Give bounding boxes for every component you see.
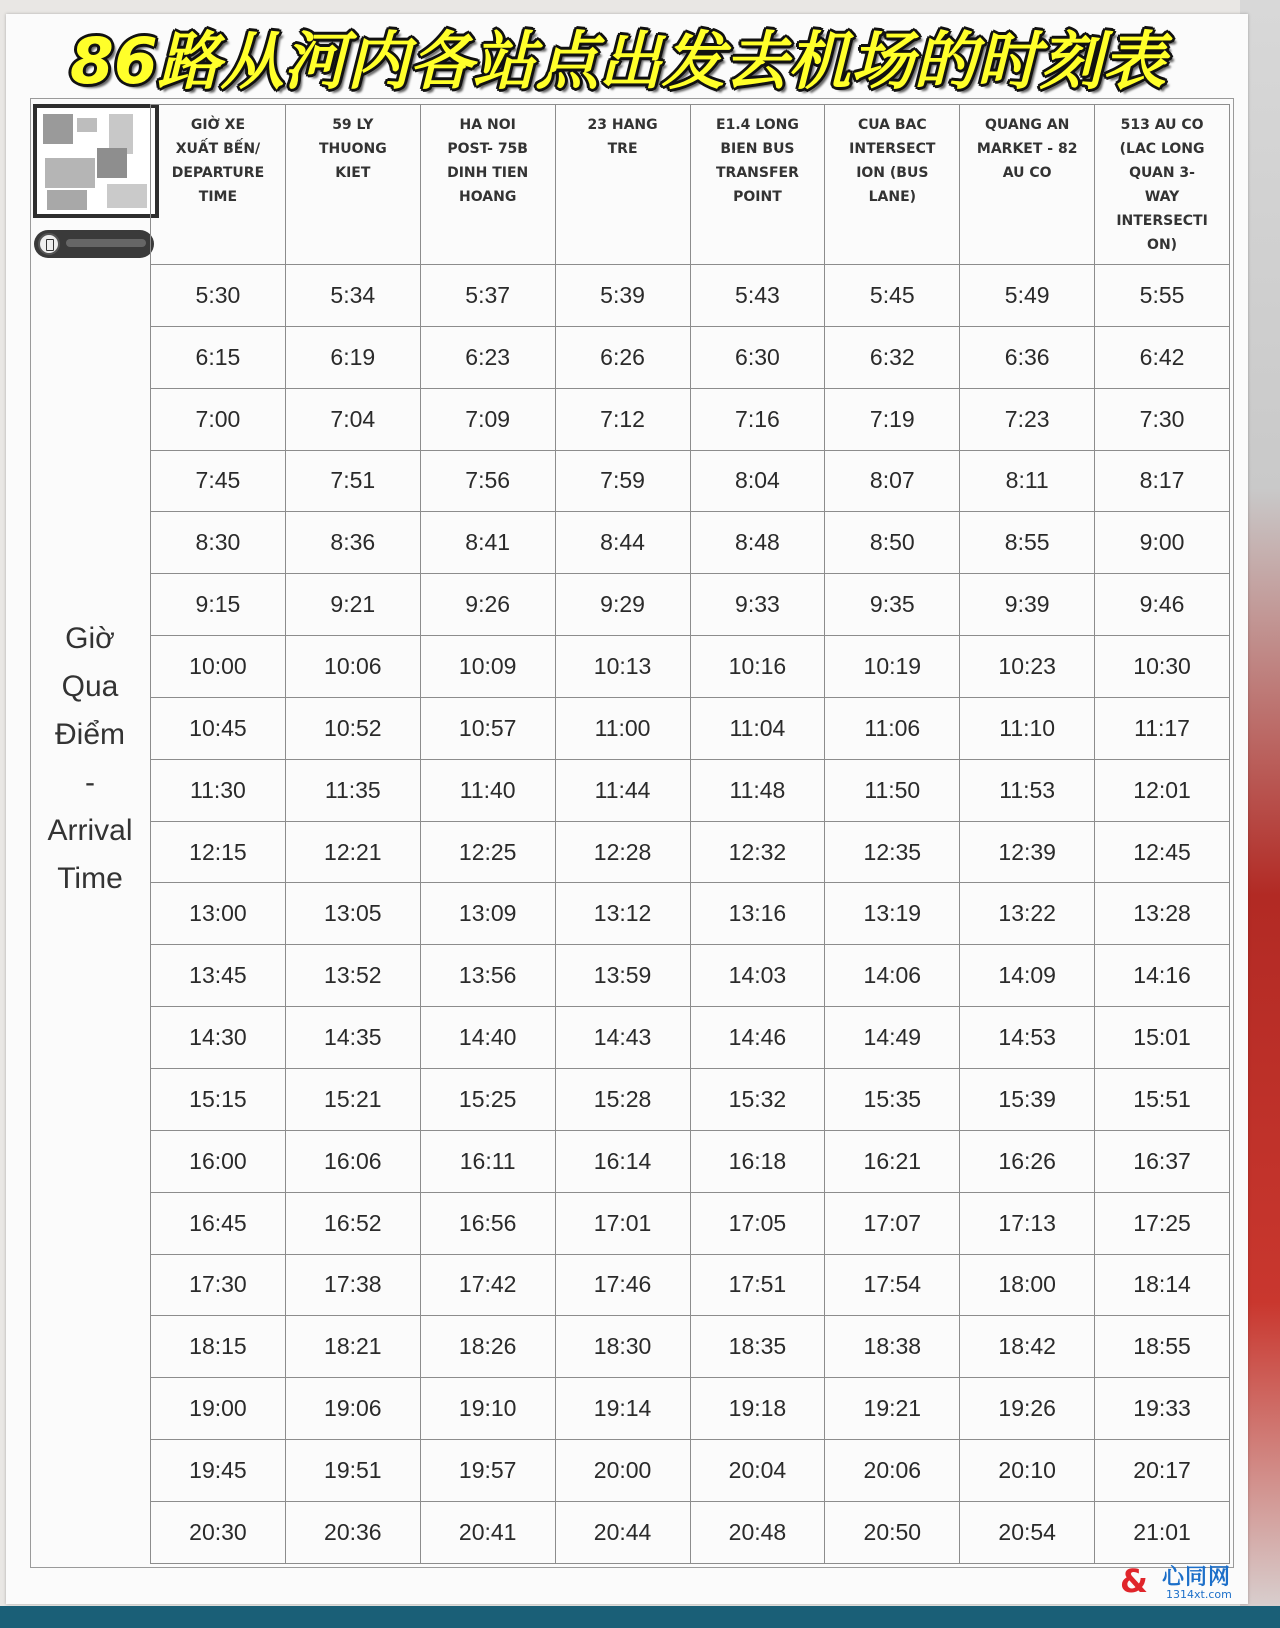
arrival-time-cell: 19:14 (555, 1378, 690, 1440)
timetable (150, 104, 1230, 1564)
arrival-time-cell: 19:21 (825, 1378, 960, 1440)
departure-time-cell: 10:00 (151, 636, 286, 698)
arrival-time-cell: 8:44 (555, 512, 690, 574)
arrival-time-cell: 18:42 (960, 1316, 1095, 1378)
column-header-6 (960, 105, 1095, 265)
arrival-time-cell: 16:06 (285, 1130, 420, 1192)
arrival-time-cell: 8:55 (960, 512, 1095, 574)
column-header-line: LANE) (868, 189, 917, 205)
arrival-time-cell: 18:35 (690, 1316, 825, 1378)
arrival-time-cell: 18:21 (285, 1316, 420, 1378)
header-row (151, 105, 1230, 265)
arrival-time-cell: 16:11 (420, 1130, 555, 1192)
arrival-time-cell: 18:55 (1095, 1316, 1230, 1378)
arrival-time-cell: 7:56 (420, 450, 555, 512)
table-row (151, 388, 1230, 450)
arrival-time-cell: 11:44 (555, 759, 690, 821)
arrival-time-cell: 15:21 (285, 1068, 420, 1130)
arrival-time-cell: 12:01 (1095, 759, 1230, 821)
arrival-time-cell: 7:16 (690, 388, 825, 450)
arrival-time-cell: 7:30 (1095, 388, 1230, 450)
arrival-time-cell: 7:04 (285, 388, 420, 450)
column-header-line: DEPARTURE (171, 165, 265, 181)
arrival-time-cell: 20:10 (960, 1440, 1095, 1502)
column-header-line: CUA BAC (857, 117, 927, 133)
column-header-line: KIET (335, 165, 371, 181)
column-header-line: 513 AU CO (1120, 117, 1204, 133)
arrival-time-cell: 19:10 (420, 1378, 555, 1440)
watermark-symbol: & (1120, 1562, 1148, 1600)
column-header-line: INTERSECT (849, 141, 936, 157)
column-header-4 (690, 105, 825, 265)
arrival-time-cell: 17:46 (555, 1254, 690, 1316)
departure-time-cell: 13:00 (151, 883, 286, 945)
arrival-time-cell: 18:30 (555, 1316, 690, 1378)
departure-time-cell: 16:00 (151, 1130, 286, 1192)
arrival-time-cell: 19:33 (1095, 1378, 1230, 1440)
table-row (151, 759, 1230, 821)
column-header-line: DINH TIEN (447, 165, 529, 181)
arrival-time-cell: 13:59 (555, 945, 690, 1007)
arrival-time-cell: 10:57 (420, 697, 555, 759)
arrival-time-cell: 6:42 (1095, 326, 1230, 388)
arrival-time-cell: 11:40 (420, 759, 555, 821)
arrival-time-cell: 19:57 (420, 1440, 555, 1502)
column-header-line: QUANG AN (985, 117, 1070, 133)
table-row (151, 1501, 1230, 1563)
watermark-url: 1314xt.com (1166, 1588, 1232, 1601)
table-row (151, 1316, 1230, 1378)
background-bottom-strip (0, 1606, 1280, 1628)
timetable-body (151, 265, 1230, 1564)
departure-time-cell: 7:00 (151, 388, 286, 450)
arrival-time-cell: 15:39 (960, 1068, 1095, 1130)
arrival-time-cell: 5:34 (285, 265, 420, 327)
arrival-time-cell: 16:26 (960, 1130, 1095, 1192)
arrival-time-cell: 13:05 (285, 883, 420, 945)
arrival-time-cell: 14:09 (960, 945, 1095, 1007)
arrival-time-cell: 7:12 (555, 388, 690, 450)
arrival-time-cell: 13:16 (690, 883, 825, 945)
arrival-time-cell: 18:14 (1095, 1254, 1230, 1316)
arrival-time-cell: 16:56 (420, 1192, 555, 1254)
arrival-time-cell: 6:32 (825, 326, 960, 388)
arrival-time-cell: 20:00 (555, 1440, 690, 1502)
column-header-line: E1.4 LONG (716, 117, 799, 133)
arrival-time-cell: 17:38 (285, 1254, 420, 1316)
arrival-time-cell: 11:06 (825, 697, 960, 759)
column-header-line: HOANG (459, 189, 517, 205)
arrival-time-cell: 13:22 (960, 883, 1095, 945)
arrival-time-cell: 17:42 (420, 1254, 555, 1316)
column-header-line: TRANSFER (716, 165, 799, 181)
arrival-time-cell: 11:48 (690, 759, 825, 821)
table-row (151, 1378, 1230, 1440)
blurred-badge-text (66, 239, 146, 247)
page-title: 86路从河内各站点出发去机场的时刻表 (70, 25, 1166, 98)
arrival-time-cell: 16:52 (285, 1192, 420, 1254)
arrival-time-cell: 14:53 (960, 1007, 1095, 1069)
arrival-time-cell: 7:19 (825, 388, 960, 450)
departure-time-cell: 11:30 (151, 759, 286, 821)
table-row (151, 1007, 1230, 1069)
arrival-time-cell: 8:36 (285, 512, 420, 574)
arrival-time-cell: 6:36 (960, 326, 1095, 388)
arrival-time-cell: 6:26 (555, 326, 690, 388)
arrival-time-cell: 5:45 (825, 265, 960, 327)
arrival-time-cell: 14:35 (285, 1007, 420, 1069)
arrival-time-cell: 10:23 (960, 636, 1095, 698)
arrival-time-cell: 11:17 (1095, 697, 1230, 759)
arrival-time-cell: 18:26 (420, 1316, 555, 1378)
column-header-5 (825, 105, 960, 265)
departure-time-cell: 19:45 (151, 1440, 286, 1502)
departure-time-cell: 6:15 (151, 326, 286, 388)
arrival-time-cell: 13:56 (420, 945, 555, 1007)
arrival-time-cell: 10:06 (285, 636, 420, 698)
departure-time-cell: 15:15 (151, 1068, 286, 1130)
departure-time-cell: 10:45 (151, 697, 286, 759)
table-row (151, 1192, 1230, 1254)
arrival-time-cell: 8:11 (960, 450, 1095, 512)
side-label-line: Điểm (54, 718, 125, 751)
table-row (151, 697, 1230, 759)
arrival-time-cell: 15:51 (1095, 1068, 1230, 1130)
column-header-line: WAY (1144, 189, 1180, 205)
departure-time-cell: 17:30 (151, 1254, 286, 1316)
arrival-time-cell: 9:29 (555, 574, 690, 636)
arrival-time-cell: 6:19 (285, 326, 420, 388)
side-label-line: Qua (61, 670, 119, 703)
arrival-time-cell: 17:54 (825, 1254, 960, 1316)
arrival-time-cell: 6:23 (420, 326, 555, 388)
arrival-time-cell: 14:43 (555, 1007, 690, 1069)
arrival-time-label (30, 615, 150, 903)
arrival-time-cell: 20:06 (825, 1440, 960, 1502)
column-header-3 (555, 105, 690, 265)
arrival-time-cell: 17:01 (555, 1192, 690, 1254)
arrival-time-cell: 8:07 (825, 450, 960, 512)
arrival-time-cell: 9:00 (1095, 512, 1230, 574)
arrival-time-cell: 12:39 (960, 821, 1095, 883)
arrival-time-cell: 14:40 (420, 1007, 555, 1069)
watermark-name: 心同网 (1162, 1565, 1232, 1590)
arrival-time-cell: 19:51 (285, 1440, 420, 1502)
departure-time-cell: 18:15 (151, 1316, 286, 1378)
column-header-line: (LAC LONG (1119, 141, 1205, 157)
arrival-time-cell: 11:35 (285, 759, 420, 821)
departure-time-cell: 9:15 (151, 574, 286, 636)
arrival-time-cell: 12:28 (555, 821, 690, 883)
arrival-time-cell: 9:21 (285, 574, 420, 636)
table-row (151, 1130, 1230, 1192)
column-header-line: MARKET - 82 (976, 141, 1078, 157)
arrival-time-cell: 11:10 (960, 697, 1095, 759)
column-header-line: HA NOI (459, 117, 516, 133)
column-header-line: INTERSECTI (1116, 213, 1208, 229)
arrival-time-cell: 5:39 (555, 265, 690, 327)
arrival-time-cell: 10:16 (690, 636, 825, 698)
arrival-time-cell: 5:55 (1095, 265, 1230, 327)
arrival-time-cell: 9:46 (1095, 574, 1230, 636)
arrival-time-cell: 7:09 (420, 388, 555, 450)
arrival-time-cell: 11:50 (825, 759, 960, 821)
arrival-time-cell: 12:21 (285, 821, 420, 883)
table-row (151, 265, 1230, 327)
arrival-time-cell: 11:53 (960, 759, 1095, 821)
arrival-time-cell: 19:18 (690, 1378, 825, 1440)
phone-icon (38, 233, 60, 255)
arrival-time-cell: 11:00 (555, 697, 690, 759)
arrival-time-cell: 5:49 (960, 265, 1095, 327)
table-row (151, 883, 1230, 945)
arrival-time-cell: 10:19 (825, 636, 960, 698)
arrival-time-cell: 8:50 (825, 512, 960, 574)
arrival-time-cell: 17:07 (825, 1192, 960, 1254)
arrival-time-cell: 20:17 (1095, 1440, 1230, 1502)
column-header-line: POINT (733, 189, 782, 205)
arrival-time-cell: 10:30 (1095, 636, 1230, 698)
arrival-time-cell: 8:17 (1095, 450, 1230, 512)
arrival-time-cell: 17:13 (960, 1192, 1095, 1254)
arrival-time-cell: 13:52 (285, 945, 420, 1007)
arrival-time-cell: 13:19 (825, 883, 960, 945)
table-row (151, 326, 1230, 388)
arrival-time-cell: 7:59 (555, 450, 690, 512)
column-header-line: AU CO (1002, 165, 1052, 181)
arrival-time-cell: 13:09 (420, 883, 555, 945)
departure-time-cell: 7:45 (151, 450, 286, 512)
arrival-time-cell: 15:25 (420, 1068, 555, 1130)
arrival-time-cell: 7:51 (285, 450, 420, 512)
arrival-time-cell: 10:09 (420, 636, 555, 698)
arrival-time-cell: 19:26 (960, 1378, 1095, 1440)
column-header-line: GIỜ XE (190, 117, 246, 133)
arrival-time-cell: 10:52 (285, 697, 420, 759)
arrival-time-cell: 12:45 (1095, 821, 1230, 883)
arrival-time-cell: 15:35 (825, 1068, 960, 1130)
arrival-time-cell: 9:26 (420, 574, 555, 636)
arrival-time-cell: 10:13 (555, 636, 690, 698)
departure-time-cell: 13:45 (151, 945, 286, 1007)
arrival-time-cell: 15:28 (555, 1068, 690, 1130)
column-header-line: BIEN BUS (720, 141, 795, 157)
arrival-time-cell: 12:35 (825, 821, 960, 883)
arrival-time-cell: 5:37 (420, 265, 555, 327)
arrival-time-cell: 15:32 (690, 1068, 825, 1130)
side-label-line: Arrival (47, 814, 133, 847)
table-row (151, 1254, 1230, 1316)
arrival-time-cell: 14:16 (1095, 945, 1230, 1007)
arrival-time-cell: 21:01 (1095, 1501, 1230, 1563)
table-row (151, 1440, 1230, 1502)
column-header-2 (420, 105, 555, 265)
qr-code-image (37, 108, 155, 214)
arrival-time-cell: 9:33 (690, 574, 825, 636)
app-download-badge (34, 230, 154, 258)
table-row (151, 574, 1230, 636)
departure-time-cell: 5:30 (151, 265, 286, 327)
arrival-time-cell: 7:23 (960, 388, 1095, 450)
arrival-time-cell: 17:05 (690, 1192, 825, 1254)
qr-code-icon (33, 104, 159, 218)
column-header-1 (285, 105, 420, 265)
column-header-7 (1095, 105, 1230, 265)
arrival-time-cell: 18:38 (825, 1316, 960, 1378)
arrival-time-cell: 8:04 (690, 450, 825, 512)
arrival-time-cell: 12:25 (420, 821, 555, 883)
table-row (151, 821, 1230, 883)
departure-time-cell: 19:00 (151, 1378, 286, 1440)
arrival-time-cell: 14:03 (690, 945, 825, 1007)
column-header-line: 23 HANG (587, 117, 658, 133)
arrival-time-cell: 16:14 (555, 1130, 690, 1192)
arrival-time-cell: 16:37 (1095, 1130, 1230, 1192)
side-label-line: Giờ (65, 622, 115, 655)
side-label-line: Time (57, 862, 123, 895)
column-header-line: XUẤT BẾN/ (175, 141, 261, 157)
arrival-time-cell: 8:48 (690, 512, 825, 574)
column-header-line: POST- 75B (447, 141, 528, 157)
arrival-time-cell: 16:18 (690, 1130, 825, 1192)
table-row (151, 1068, 1230, 1130)
arrival-time-cell: 20:54 (960, 1501, 1095, 1563)
departure-time-cell: 12:15 (151, 821, 286, 883)
arrival-time-cell: 14:49 (825, 1007, 960, 1069)
arrival-time-cell: 13:12 (555, 883, 690, 945)
arrival-time-cell: 13:28 (1095, 883, 1230, 945)
departure-time-cell: 14:30 (151, 1007, 286, 1069)
column-header-line: 59 LY (332, 117, 374, 133)
column-header-line: TIME (198, 189, 238, 205)
arrival-time-cell: 16:21 (825, 1130, 960, 1192)
column-header-line: THUONG (318, 141, 387, 157)
arrival-time-cell: 20:50 (825, 1501, 960, 1563)
arrival-time-cell: 15:01 (1095, 1007, 1230, 1069)
arrival-time-cell: 17:51 (690, 1254, 825, 1316)
arrival-time-cell: 20:48 (690, 1501, 825, 1563)
column-header-line: QUAN 3- (1129, 165, 1195, 181)
arrival-time-cell: 20:44 (555, 1501, 690, 1563)
side-label-line: - (85, 766, 95, 799)
departure-time-cell: 16:45 (151, 1192, 286, 1254)
arrival-time-cell: 19:06 (285, 1378, 420, 1440)
arrival-time-cell: 11:04 (690, 697, 825, 759)
table-row (151, 636, 1230, 698)
arrival-time-cell: 8:41 (420, 512, 555, 574)
site-watermark (1042, 1558, 1242, 1604)
table-row (151, 450, 1230, 512)
arrival-time-cell: 20:41 (420, 1501, 555, 1563)
arrival-time-cell: 20:04 (690, 1440, 825, 1502)
arrival-time-cell: 5:43 (690, 265, 825, 327)
column-header-line: ION (BUS (856, 165, 929, 181)
table-row (151, 512, 1230, 574)
table-row (151, 945, 1230, 1007)
column-header-line: ON) (1147, 237, 1178, 253)
arrival-time-cell: 9:39 (960, 574, 1095, 636)
arrival-time-cell: 17:25 (1095, 1192, 1230, 1254)
arrival-time-cell: 14:06 (825, 945, 960, 1007)
column-header-line: TRE (607, 141, 638, 157)
arrival-time-cell: 9:35 (825, 574, 960, 636)
departure-time-cell: 20:30 (151, 1501, 286, 1563)
arrival-time-cell: 6:30 (690, 326, 825, 388)
column-header-0 (151, 105, 286, 265)
departure-time-cell: 8:30 (151, 512, 286, 574)
arrival-time-cell: 14:46 (690, 1007, 825, 1069)
arrival-time-cell: 12:32 (690, 821, 825, 883)
arrival-time-cell: 20:36 (285, 1501, 420, 1563)
arrival-time-cell: 18:00 (960, 1254, 1095, 1316)
